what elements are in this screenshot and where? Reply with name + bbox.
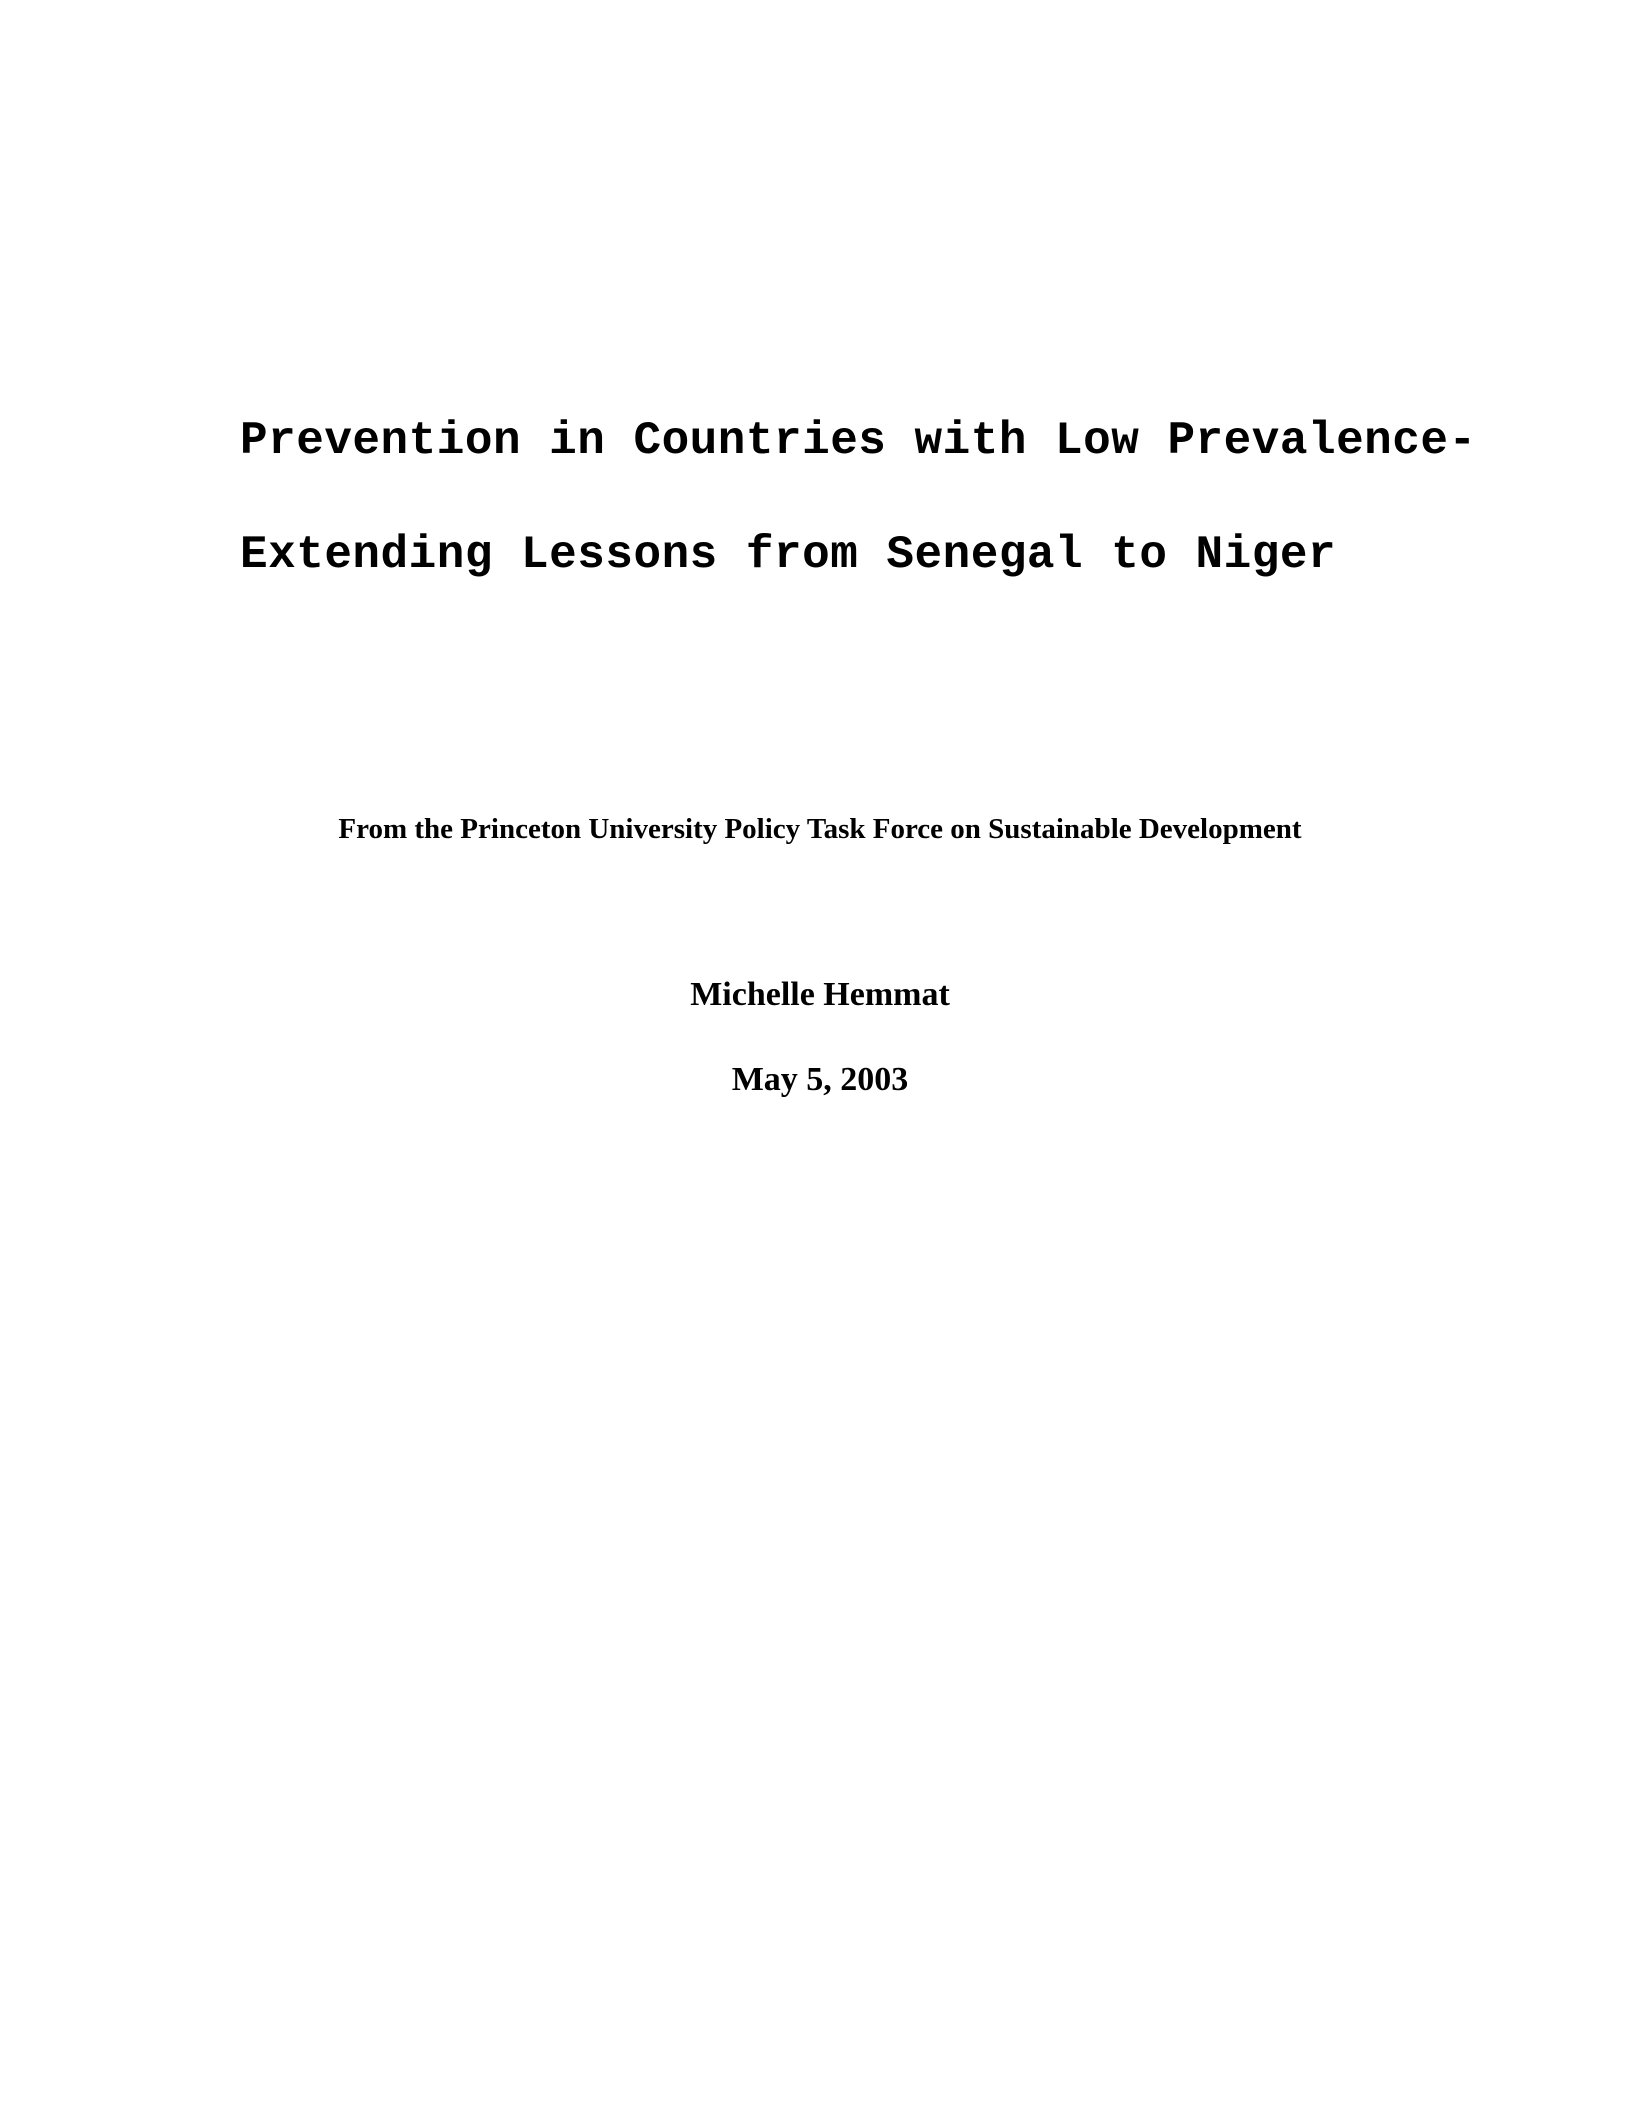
document-date: May 5, 2003 — [731, 1061, 909, 1098]
title-line-2: Extending Lessons from Senegal to Niger — [240, 529, 1337, 581]
author-name: Michelle Hemmat — [690, 976, 950, 1013]
subtitle: From the Princeton University Policy Task Force on Sustainable Development — [338, 813, 1302, 845]
title-line-1: Prevention in Countries with Low Prevalence- — [240, 415, 1477, 467]
